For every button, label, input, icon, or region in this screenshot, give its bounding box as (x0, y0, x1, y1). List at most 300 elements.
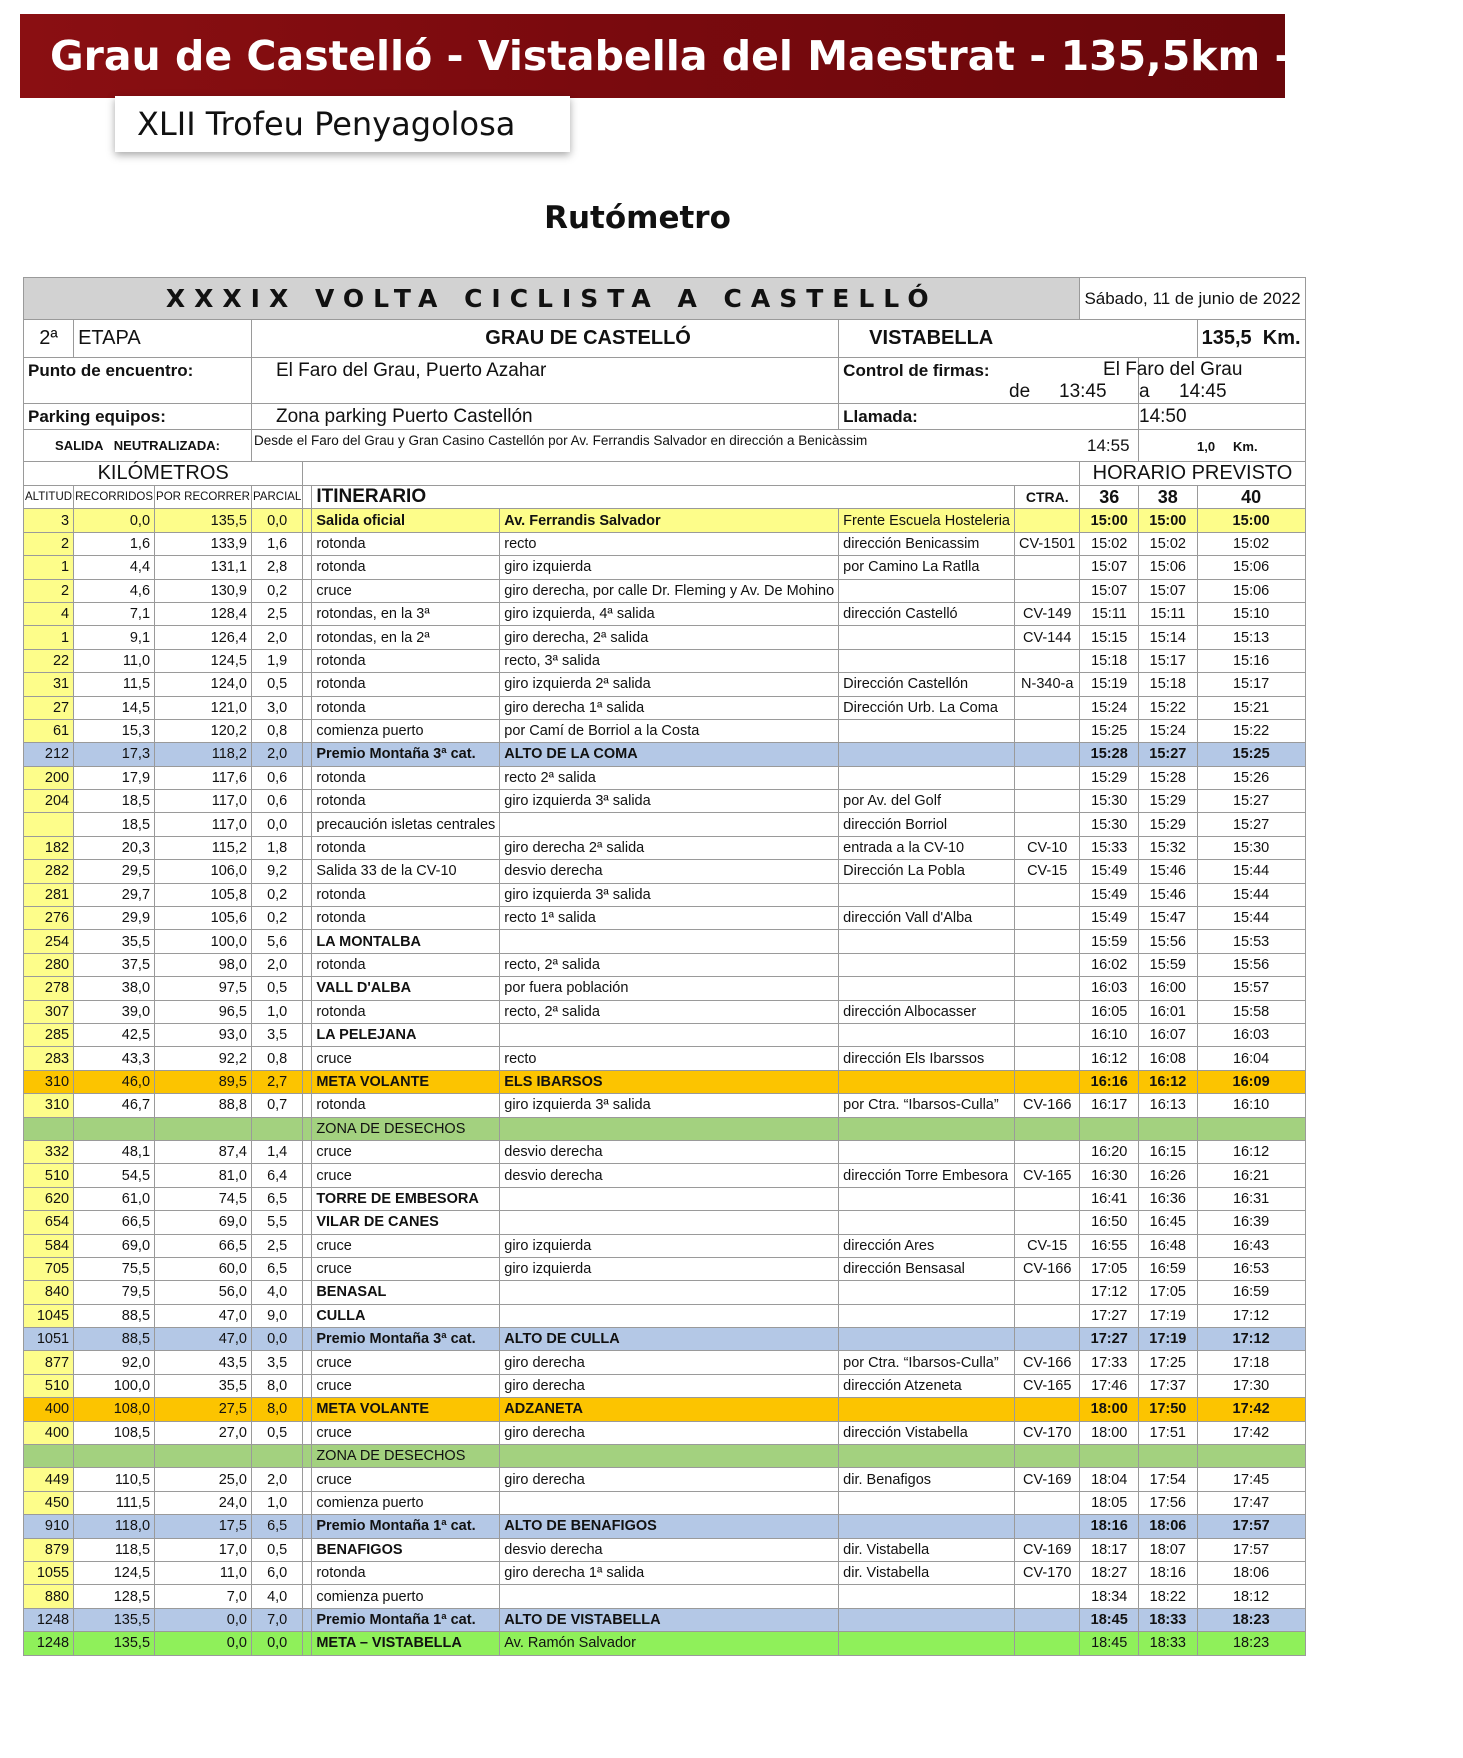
road-cell (1015, 1328, 1080, 1351)
time-40-cell (1197, 1117, 1305, 1140)
km-parcial-cell: 8,0 (251, 1398, 302, 1421)
itinerary-detail-cell: dirección Ares (839, 1234, 1015, 1257)
km-parcial-cell: 0,0 (251, 1632, 302, 1655)
road-cell: CV-166 (1015, 1094, 1080, 1117)
itinerary-detail-cell (839, 1023, 1015, 1046)
km-por-recorrer-cell: 25,0 (155, 1468, 252, 1491)
time-36-cell: 17:27 (1080, 1304, 1139, 1327)
time-36-cell: 18:17 (1080, 1538, 1139, 1561)
road-cell (1015, 813, 1080, 836)
itinerary-detail-cell: dirección Benicassim (839, 532, 1015, 555)
marker-cell (303, 719, 312, 742)
marker-cell (303, 1351, 312, 1374)
km-parcial-cell: 7,0 (251, 1608, 302, 1631)
time-36-cell: 16:20 (1080, 1140, 1139, 1163)
itinerary-cell: BENASAL (312, 1281, 500, 1304)
itinerary-detail-cell: dirección Vall d'Alba (839, 907, 1015, 930)
km-por-recorrer-cell: 106,0 (155, 860, 252, 883)
altitude-cell: 204 (24, 790, 74, 813)
time-38-cell: 17:19 (1139, 1328, 1198, 1351)
itinerary-direction-cell: giro derecha, 2ª salida (500, 626, 839, 649)
km-recorridos-cell: 88,5 (74, 1304, 155, 1327)
time-40-cell: 15:30 (1197, 836, 1305, 859)
time-40-cell: 15:58 (1197, 1000, 1305, 1023)
marker-cell (303, 836, 312, 859)
time-38-cell: 16:36 (1139, 1187, 1198, 1210)
itinerary-direction-cell (500, 930, 839, 953)
parking-value: Zona parking Puerto Castellón (251, 404, 838, 430)
marker-cell (303, 579, 312, 602)
time-40-cell: 15:06 (1197, 579, 1305, 602)
marker-cell (303, 509, 312, 532)
time-36-cell: 16:50 (1080, 1211, 1139, 1234)
itinerary-cell: rotonda (312, 532, 500, 555)
time-38-cell: 16:48 (1139, 1234, 1198, 1257)
route-row (24, 1164, 1306, 1187)
marker-cell (303, 1421, 312, 1444)
itinerary-detail-cell (839, 1211, 1015, 1234)
itinerary-cell: cruce (312, 1374, 500, 1397)
time-40-cell: 17:30 (1197, 1374, 1305, 1397)
itinerary-direction-cell: ALTO DE VISTABELLA (500, 1608, 839, 1631)
km-parcial-cell: 0,2 (251, 883, 302, 906)
marker-cell (303, 766, 312, 789)
km-por-recorrer-cell: 117,6 (155, 766, 252, 789)
itinerary-direction-cell: giro izquierda (500, 1257, 839, 1280)
itinerary-detail-cell (839, 1187, 1015, 1210)
route-row (24, 836, 1306, 859)
road-cell: CV-10 (1015, 836, 1080, 859)
km-parcial-cell: 2,5 (251, 1234, 302, 1257)
altitude-cell: 61 (24, 719, 74, 742)
km-recorridos-cell: 43,3 (74, 1047, 155, 1070)
route-row (24, 696, 1306, 719)
km-recorridos-cell: 54,5 (74, 1164, 155, 1187)
route-row (24, 579, 1306, 602)
time-38-cell: 15:29 (1139, 790, 1198, 813)
route-row (24, 1257, 1306, 1280)
time-36-cell: 16:02 (1080, 953, 1139, 976)
km-recorridos-cell: 1,6 (74, 532, 155, 555)
itinerary-direction-cell (500, 1491, 839, 1514)
itinerary-detail-cell (839, 1445, 1015, 1468)
itinerary-direction-cell: giro izquierda 3ª salida (500, 883, 839, 906)
altitude-cell: 212 (24, 743, 74, 766)
km-parcial-cell: 1,9 (251, 649, 302, 672)
km-parcial-cell: 3,5 (251, 1023, 302, 1046)
col-speed-36: 36 (1080, 486, 1139, 509)
itinerary-cell: rotonda (312, 1561, 500, 1584)
altitude-cell: 584 (24, 1234, 74, 1257)
altitude-cell: 1 (24, 626, 74, 649)
itinerary-detail-cell: entrada a la CV-10 (839, 836, 1015, 859)
marker-cell (303, 1047, 312, 1070)
itinerary-direction-cell: recto (500, 1047, 839, 1070)
route-row (24, 1468, 1306, 1491)
itinerary-detail-cell (839, 930, 1015, 953)
km-parcial-cell: 1,8 (251, 836, 302, 859)
itinerary-cell: rotonda (312, 790, 500, 813)
time-38-cell: 15:06 (1139, 556, 1198, 579)
time-38-cell: 15:46 (1139, 883, 1198, 906)
itinerary-direction-cell: por Camí de Borriol a la Costa (500, 719, 839, 742)
itinerary-direction-cell: Av. Ferrandis Salvador (500, 509, 839, 532)
time-38-cell: 15:07 (1139, 579, 1198, 602)
neutral-label: SALIDA NEUTRALIZADA: (24, 430, 252, 462)
route-row (24, 556, 1306, 579)
itinerary-cell: cruce (312, 1468, 500, 1491)
km-parcial-cell: 0,7 (251, 1094, 302, 1117)
marker-cell (303, 930, 312, 953)
altitude-cell: 1055 (24, 1561, 74, 1584)
km-por-recorrer-cell: 117,0 (155, 790, 252, 813)
marker-cell (303, 1328, 312, 1351)
time-36-cell: 18:00 (1080, 1421, 1139, 1444)
itinerary-direction-cell: giro derecha, por calle Dr. Fleming y Av. De Mohino (500, 579, 839, 602)
itinerary-direction-cell: recto, 2ª salida (500, 1000, 839, 1023)
km-por-recorrer-cell: 0,0 (155, 1632, 252, 1655)
km-por-recorrer-cell: 60,0 (155, 1257, 252, 1280)
km-recorridos-cell: 0,0 (74, 509, 155, 532)
marker-cell (303, 1632, 312, 1655)
itinerary-cell: comienza puerto (312, 1491, 500, 1514)
route-row (24, 977, 1306, 1000)
km-por-recorrer-cell: 118,2 (155, 743, 252, 766)
time-40-cell: 18:23 (1197, 1608, 1305, 1631)
itinerary-detail-cell: dirección Borriol (839, 813, 1015, 836)
km-por-recorrer-cell: 92,2 (155, 1047, 252, 1070)
time-40-cell: 15:00 (1197, 509, 1305, 532)
km-parcial-cell: 1,6 (251, 532, 302, 555)
altitude-cell: 283 (24, 1047, 74, 1070)
marker-cell (303, 1561, 312, 1584)
road-cell (1015, 743, 1080, 766)
itinerary-detail-cell (839, 719, 1015, 742)
km-parcial-cell: 9,0 (251, 1304, 302, 1327)
time-36-cell: 15:07 (1080, 556, 1139, 579)
km-parcial-cell (251, 1117, 302, 1140)
route-row (24, 953, 1306, 976)
time-36-cell: 16:17 (1080, 1094, 1139, 1117)
altitude-cell: 307 (24, 1000, 74, 1023)
time-36-cell: 15:24 (1080, 696, 1139, 719)
route-row (24, 1632, 1306, 1655)
itinerary-detail-cell: dirección Torre Embesora (839, 1164, 1015, 1187)
km-parcial-cell: 6,5 (251, 1515, 302, 1538)
marker-cell (303, 1608, 312, 1631)
route-row (24, 1328, 1306, 1351)
time-40-cell: 15:26 (1197, 766, 1305, 789)
altitude-cell: 1248 (24, 1608, 74, 1631)
marker-cell (303, 532, 312, 555)
km-recorridos-cell: 118,0 (74, 1515, 155, 1538)
time-40-cell: 15:06 (1197, 556, 1305, 579)
itinerary-cell: LA MONTALBA (312, 930, 500, 953)
time-40-cell: 17:18 (1197, 1351, 1305, 1374)
km-recorridos-cell: 29,9 (74, 907, 155, 930)
km-por-recorrer-cell: 135,5 (155, 509, 252, 532)
km-recorridos-cell: 48,1 (74, 1140, 155, 1163)
altitude-cell: 276 (24, 907, 74, 930)
meeting-value: El Faro del Grau, Puerto Azahar (251, 358, 838, 404)
time-40-cell: 16:43 (1197, 1234, 1305, 1257)
km-parcial-cell (251, 1445, 302, 1468)
itinerary-detail-cell (839, 1515, 1015, 1538)
km-recorridos-cell: 79,5 (74, 1281, 155, 1304)
km-parcial-cell: 9,2 (251, 860, 302, 883)
km-por-recorrer-cell: 24,0 (155, 1491, 252, 1514)
time-36-cell: 16:55 (1080, 1234, 1139, 1257)
road-cell: CV-166 (1015, 1351, 1080, 1374)
km-recorridos-cell: 46,0 (74, 1070, 155, 1093)
itinerary-detail-cell (839, 1328, 1015, 1351)
route-row (24, 1491, 1306, 1514)
time-36-cell: 15:11 (1080, 602, 1139, 625)
itinerary-cell: cruce (312, 1421, 500, 1444)
marker-cell (303, 977, 312, 1000)
itinerary-detail-cell: por Ctra. “Ibarsos-Culla” (839, 1351, 1015, 1374)
km-por-recorrer-cell: 0,0 (155, 1608, 252, 1631)
time-36-cell: 15:30 (1080, 790, 1139, 813)
time-36-cell: 15:29 (1080, 766, 1139, 789)
route-row (24, 790, 1306, 813)
km-parcial-cell: 4,0 (251, 1281, 302, 1304)
route-row (24, 1117, 1306, 1140)
itinerary-cell: rotonda (312, 836, 500, 859)
neutral-km: 1,0 (1197, 438, 1216, 454)
km-recorridos-cell: 61,0 (74, 1187, 155, 1210)
road-cell: CV-170 (1015, 1561, 1080, 1584)
col-itinerario: ITINERARIO (312, 486, 1015, 509)
time-40-cell: 17:12 (1197, 1328, 1305, 1351)
marker-cell (303, 1234, 312, 1257)
itinerary-direction-cell: giro derecha (500, 1421, 839, 1444)
time-38-cell: 15:28 (1139, 766, 1198, 789)
km-recorridos-cell: 92,0 (74, 1351, 155, 1374)
itinerary-detail-cell: dir. Benafigos (839, 1468, 1015, 1491)
km-por-recorrer-cell: 17,5 (155, 1515, 252, 1538)
itinerary-cell: comienza puerto (312, 1585, 500, 1608)
km-parcial-cell: 2,0 (251, 743, 302, 766)
time-36-cell: 18:27 (1080, 1561, 1139, 1584)
time-40-cell: 17:57 (1197, 1515, 1305, 1538)
km-parcial-cell: 0,5 (251, 1538, 302, 1561)
km-parcial-cell: 0,6 (251, 766, 302, 789)
stage-destination: VISTABELLA (839, 320, 1197, 358)
time-40-cell: 15:17 (1197, 673, 1305, 696)
itinerary-direction-cell (500, 1281, 839, 1304)
itinerary-direction-cell: recto, 2ª salida (500, 953, 839, 976)
time-36-cell: 18:34 (1080, 1585, 1139, 1608)
time-36-cell: 18:00 (1080, 1398, 1139, 1421)
time-38-cell: 17:56 (1139, 1491, 1198, 1514)
col-ctra: CTRA. (1015, 486, 1080, 509)
route-row (24, 1140, 1306, 1163)
itinerary-direction-cell: recto 1ª salida (500, 907, 839, 930)
itinerary-cell: cruce (312, 1257, 500, 1280)
itinerary-direction-cell: recto, 3ª salida (500, 649, 839, 672)
signature-times (1009, 358, 1306, 404)
time-38-cell: 18:07 (1139, 1538, 1198, 1561)
road-cell (1015, 1070, 1080, 1093)
time-40-cell: 17:42 (1197, 1421, 1305, 1444)
time-36-cell: 15:30 (1080, 813, 1139, 836)
km-recorridos-cell: 11,0 (74, 649, 155, 672)
marker-cell (303, 696, 312, 719)
marker-cell (303, 907, 312, 930)
km-parcial-cell: 0,6 (251, 790, 302, 813)
itinerary-cell: rotonda (312, 953, 500, 976)
itinerary-cell: rotonda (312, 649, 500, 672)
time-36-cell: 17:27 (1080, 1328, 1139, 1351)
time-36-cell: 15:49 (1080, 907, 1139, 930)
route-row (24, 1585, 1306, 1608)
road-cell (1015, 1211, 1080, 1234)
itinerary-cell: Salida 33 de la CV-10 (312, 860, 500, 883)
road-cell (1015, 1445, 1080, 1468)
time-36-cell: 15:19 (1080, 673, 1139, 696)
time-36-cell: 17:12 (1080, 1281, 1139, 1304)
itinerary-detail-cell (839, 579, 1015, 602)
km-parcial-cell: 8,0 (251, 1374, 302, 1397)
itinerary-direction-cell: recto (500, 532, 839, 555)
altitude-cell: 2 (24, 532, 74, 555)
itinerary-detail-cell (839, 1304, 1015, 1327)
itinerary-cell: cruce (312, 1234, 500, 1257)
km-por-recorrer-cell: 35,5 (155, 1374, 252, 1397)
itinerary-direction-cell: ALTO DE LA COMA (500, 743, 839, 766)
time-38-cell: 15:32 (1139, 836, 1198, 859)
itinerary-cell: CULLA (312, 1304, 500, 1327)
race-title: XXXIX VOLTA CICLISTA A CASTELLÓ (24, 278, 1080, 320)
time-40-cell: 15:44 (1197, 907, 1305, 930)
km-por-recorrer-cell: 121,0 (155, 696, 252, 719)
col-parcial: PARCIAL (251, 486, 302, 509)
km-por-recorrer-cell: 105,8 (155, 883, 252, 906)
time-40-cell: 15:56 (1197, 953, 1305, 976)
time-40-cell: 17:12 (1197, 1304, 1305, 1327)
road-cell (1015, 1398, 1080, 1421)
road-cell: CV-144 (1015, 626, 1080, 649)
route-row (24, 532, 1306, 555)
itinerary-direction-cell (500, 1117, 839, 1140)
marker-cell (303, 1257, 312, 1280)
altitude-cell: 285 (24, 1023, 74, 1046)
km-por-recorrer-cell: 47,0 (155, 1328, 252, 1351)
marker-cell (303, 1023, 312, 1046)
time-36-cell: 18:16 (1080, 1515, 1139, 1538)
time-38-cell: 15:27 (1139, 743, 1198, 766)
time-36-cell: 15:49 (1080, 860, 1139, 883)
itinerary-detail-cell (839, 1491, 1015, 1514)
km-parcial-cell: 2,5 (251, 602, 302, 625)
road-cell (1015, 907, 1080, 930)
marker-cell (303, 1445, 312, 1468)
time-40-cell: 18:23 (1197, 1632, 1305, 1655)
altitude-cell: 332 (24, 1140, 74, 1163)
road-cell: CV-165 (1015, 1374, 1080, 1397)
itinerary-detail-cell: por Av. del Golf (839, 790, 1015, 813)
route-row (24, 1070, 1306, 1093)
time-40-cell: 16:10 (1197, 1094, 1305, 1117)
time-40-cell: 15:27 (1197, 813, 1305, 836)
itinerary-detail-cell (839, 977, 1015, 1000)
itinerary-direction-cell: giro derecha 1ª salida (500, 696, 839, 719)
itinerary-cell: BENAFIGOS (312, 1538, 500, 1561)
km-por-recorrer-cell: 97,5 (155, 977, 252, 1000)
km-recorridos-cell: 18,5 (74, 790, 155, 813)
time-40-cell: 15:57 (1197, 977, 1305, 1000)
time-36-cell: 15:49 (1080, 883, 1139, 906)
km-por-recorrer-cell: 56,0 (155, 1281, 252, 1304)
km-por-recorrer-cell: 117,0 (155, 813, 252, 836)
time-38-cell: 17:05 (1139, 1281, 1198, 1304)
marker-cell (303, 813, 312, 836)
time-36-cell: 18:45 (1080, 1632, 1139, 1655)
itinerary-detail-cell: Dirección La Pobla (839, 860, 1015, 883)
km-recorridos-cell: 135,5 (74, 1608, 155, 1631)
km-parcial-cell: 0,8 (251, 1047, 302, 1070)
call-label: Llamada: (839, 404, 1139, 430)
altitude-cell: 31 (24, 673, 74, 696)
itinerary-detail-cell: Frente Escuela Hosteleria (839, 509, 1015, 532)
itinerary-direction-cell (500, 1187, 839, 1210)
marker-cell (303, 556, 312, 579)
time-36-cell: 15:18 (1080, 649, 1139, 672)
altitude-cell: 880 (24, 1585, 74, 1608)
marker-cell (303, 1094, 312, 1117)
altitude-cell: 281 (24, 883, 74, 906)
road-cell (1015, 1515, 1080, 1538)
road-cell: CV-170 (1015, 1421, 1080, 1444)
itinerary-direction-cell: giro derecha (500, 1351, 839, 1374)
time-40-cell: 17:57 (1197, 1538, 1305, 1561)
itinerary-detail-cell (839, 953, 1015, 976)
neutral-description: Desde el Faro del Grau y Gran Casino Castellón por Av. Ferrandis Salvador en dirección a Benicàssim (251, 430, 1138, 462)
altitude-cell: 450 (24, 1491, 74, 1514)
road-cell (1015, 1140, 1080, 1163)
itinerary-cell: Salida oficial (312, 509, 500, 532)
time-38-cell: 15:29 (1139, 813, 1198, 836)
time-40-cell: 16:04 (1197, 1047, 1305, 1070)
itinerary-direction-cell: giro derecha 2ª salida (500, 836, 839, 859)
km-recorridos-cell: 29,5 (74, 860, 155, 883)
km-recorridos-cell: 29,7 (74, 883, 155, 906)
time-36-cell: 15:02 (1080, 532, 1139, 555)
altitude-cell: 254 (24, 930, 74, 953)
itinerary-direction-cell (500, 1445, 839, 1468)
route-row (24, 1398, 1306, 1421)
road-cell: CV-169 (1015, 1538, 1080, 1561)
itinerary-direction-cell (500, 813, 839, 836)
altitude-cell: 310 (24, 1070, 74, 1093)
stage-distance-unit: Km. (1262, 327, 1301, 349)
itinerary-detail-cell (839, 1140, 1015, 1163)
road-cell (1015, 1608, 1080, 1631)
km-parcial-cell: 0,2 (251, 907, 302, 930)
marker-cell (303, 1538, 312, 1561)
time-38-cell: 18:06 (1139, 1515, 1198, 1538)
altitude-cell (24, 1117, 74, 1140)
time-40-cell: 16:03 (1197, 1023, 1305, 1046)
marker-cell (303, 953, 312, 976)
altitude-cell: 449 (24, 1468, 74, 1491)
altitude-cell: 1045 (24, 1304, 74, 1327)
km-parcial-cell: 0,0 (251, 509, 302, 532)
time-36-cell (1080, 1117, 1139, 1140)
time-40-cell: 15:21 (1197, 696, 1305, 719)
itinerary-direction-cell: recto 2ª salida (500, 766, 839, 789)
